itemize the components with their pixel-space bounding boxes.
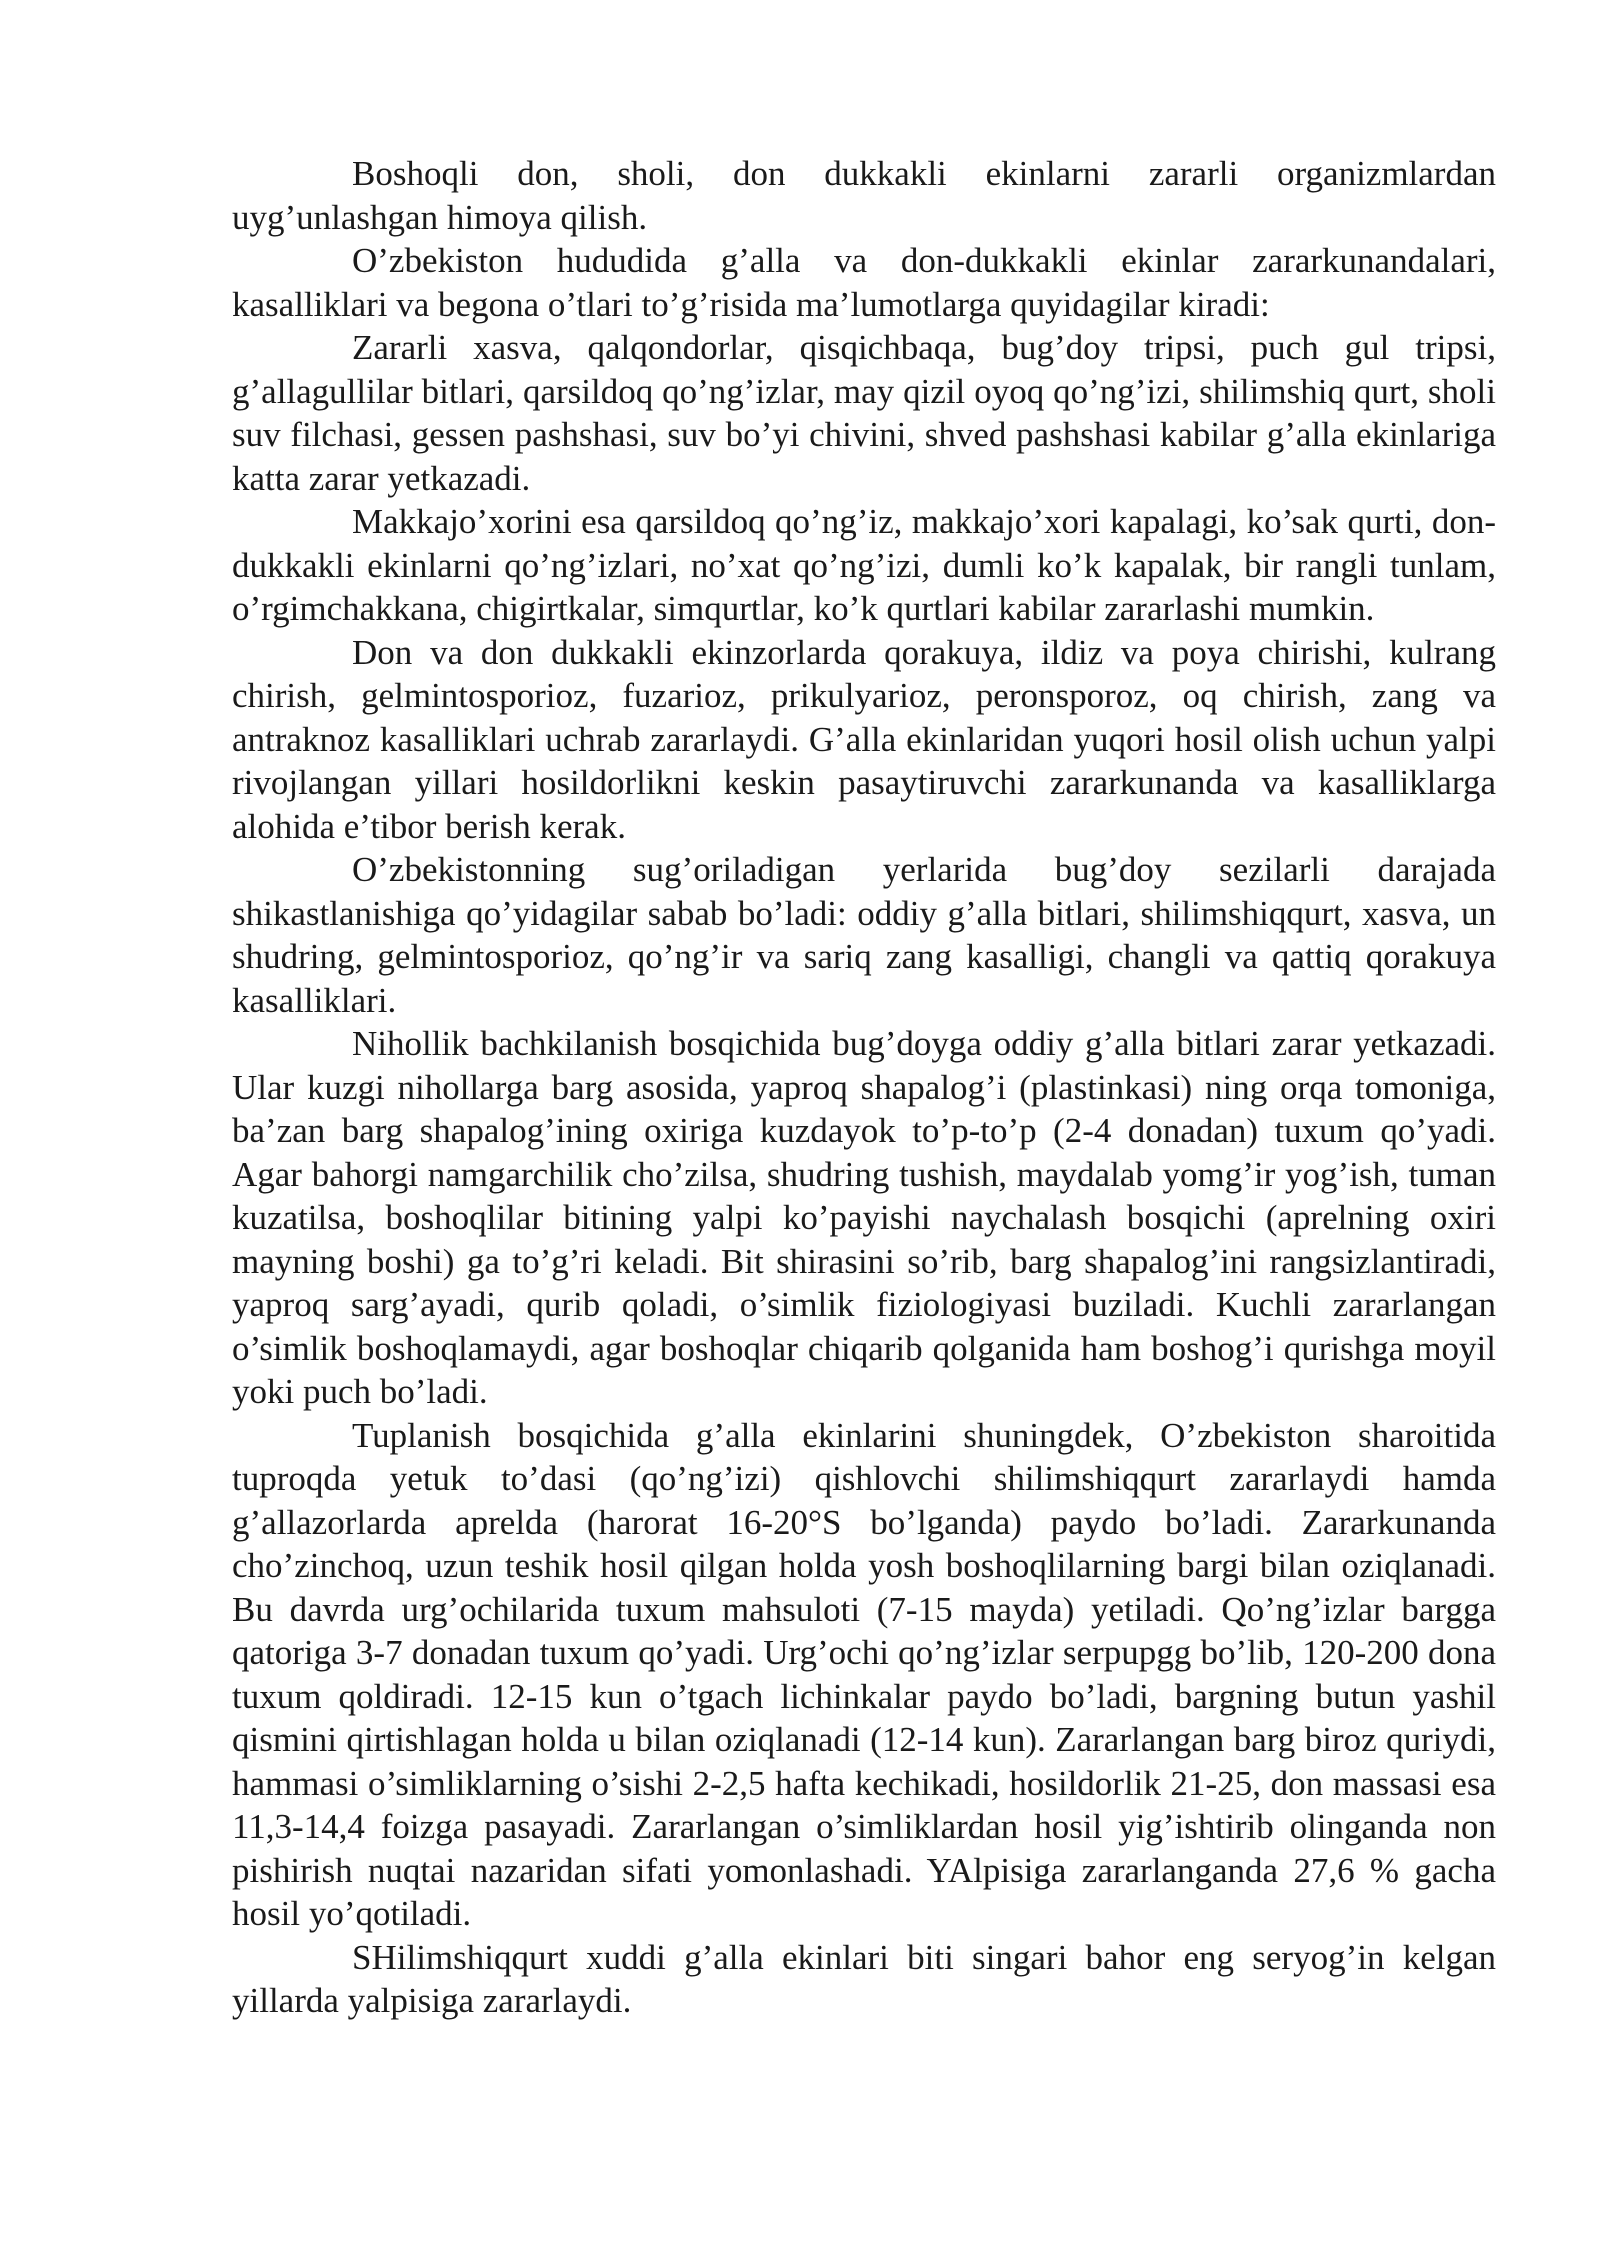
paragraph-irrigated-lands: O’zbekistonning sug’oriladigan yerlarida bug’doy sezilarli darajada shikastlanishiga qo’yidagilar sabab bo’ladi: oddiy g’alla bitlari, shilimshiqqurt, xasva, un shudring, gelmintosporioz, qo’ng’ir va sariq zang kasalligi, changli va qattiq qorakuya kasalliklari. xyxy=(232,850,1496,1020)
paragraph-diseases: Don va don dukkakli ekinzorlarda qorakuya, ildiz va poya chirishi, kulrang chirish, gelmintosporioz, fuzarioz, prikulyarioz, peronsporoz, oq chirish, zang va antraknoz kasalliklari uchrab zararlaydi. G’alla ekinlaridan yuqori hosil olish uchun yalpi rivojlangan yillari hosildorlikni keskin pasaytiruvchi zararkunanda va kasalliklarga alohida e’tibor berish kerak. xyxy=(232,632,1496,846)
paragraph-conclusion: SHilimshiqqurt xuddi g’alla ekinlari biti singari bahor eng seryog’in kelgan yillarda yalpisiga zararlaydi. xyxy=(232,1937,1496,2020)
paragraph-aphids: Nihollik bachkilanish bosqichida bug’doyga oddiy g’alla bitlari zarar yetkazadi. Ular kuzgi nihollarga barg asosida, yaproq shapalog’i (plastinkasi) ning orqa tomoniga, ba’zan barg shapalog’ining oxiriga kuzdayok to’p-to’p (2-4 donadan) tuxum qo’yadi. Agar bahorgi namgarchilik cho’zilsa, shudring tushish, maydalab yomg’ir yog’ish, tuman kuzatilsa, boshoqlilar bitining yalpi ko’payishi naychalash bosqichi (aprelning oxiri mayning boshi) ga to’g’ri keladi. Bit shirasini so’rib, barg shapalog’ini rangsizlantiradi, yaproq sarg’ayadi, qurib qoladi, o’simlik fiziologiyasi buziladi. Kuchli zararlangan o’simlik boshoqlamaydi, agar boshoqlar chiqarib qolganida ham boshog’i qurishga moyil yoki puch bo’ladi. xyxy=(232,1024,1496,1411)
paragraph-wheat-pests: Zararli xasva, qalqondorlar, qisqichbaqa, bug’doy tripsi, puch gul tripsi, g’allagullilar bitlari, qarsildoq qo’ng’izlar, may qizil oyoq qo’ng’izi, shilimshiq qurt, sholi suv filchasi, gessen pashshasi, suv bo’yi chivini, shved pashshasi kabilar g’alla ekinlariga katta zarar yetkazadi. xyxy=(232,328,1496,498)
paragraph-intro: O’zbekiston hududida g’alla va don-dukkakli ekinlar zararkunandalari, kasalliklari va begona o’tlari to’g’risida ma’lumotlarga quyidagilar kiradi: xyxy=(232,241,1496,324)
paragraph-corn-pests: Makkajo’xorini esa qarsildoq qo’ng’iz, makkajo’xori kapalagi, ko’sak qurti, don-dukkakli ekinlarni qo’ng’izlari, no’xat qo’ng’izi, dumli ko’k kapalak, bir rangli tunlam, o’rgimchakkana, chigirtkalar, simqurtlar, ko’k qurtlari kabilar zararlashi mumkin. xyxy=(232,502,1496,628)
paragraph-title: Boshoqli don, sholi, don dukkakli ekinlarni zararli organizmlardan uyg’unlashgan himoya qilish. xyxy=(232,154,1496,237)
document-page xyxy=(232,152,1496,2023)
paragraph-leaf-beetle: Tuplanish bosqichida g’alla ekinlarini shuningdek, O’zbekiston sharoitida tuproqda yetuk to’dasi (qo’ng’izi) qishlovchi shilimshiqqurt zararlaydi hamda g’allazorlarda aprelda (harorat 16-20°S bo’lganda) paydo bo’ladi. Zararkunanda cho’zinchoq, uzun teshik hosil qilgan holda yosh boshoqlilarning bargi bilan oziqlanadi. Bu davrda urg’ochilarida tuxum mahsuloti (7-15 mayda) yetiladi. Qo’ng’izlar bargga qatoriga 3-7 donadan tuxum qo’yadi. Urg’ochi qo’ng’izlar serpupgg bo’lib, 120-200 dona tuxum qoldiradi. 12-15 kun o’tgach lichinkalar paydo bo’ladi, bargning butun yashil qismini qirtishlagan holda u bilan oziqlanadi (12-14 kun). Zararlangan barg biroz quriydi, hammasi o’simliklarning o’sishi 2-2,5 hafta kechikadi, hosildorlik 21-25, don massasi esa 11,3-14,4 foizga pasayadi. Zararlangan o’simliklardan hosil yig’ishtirib olinganda non pishirish nuqtai nazaridan sifati yomonlashadi. YAlpisiga zararlanganda 27,6 % gacha hosil yo’qotiladi. xyxy=(232,1415,1496,1933)
